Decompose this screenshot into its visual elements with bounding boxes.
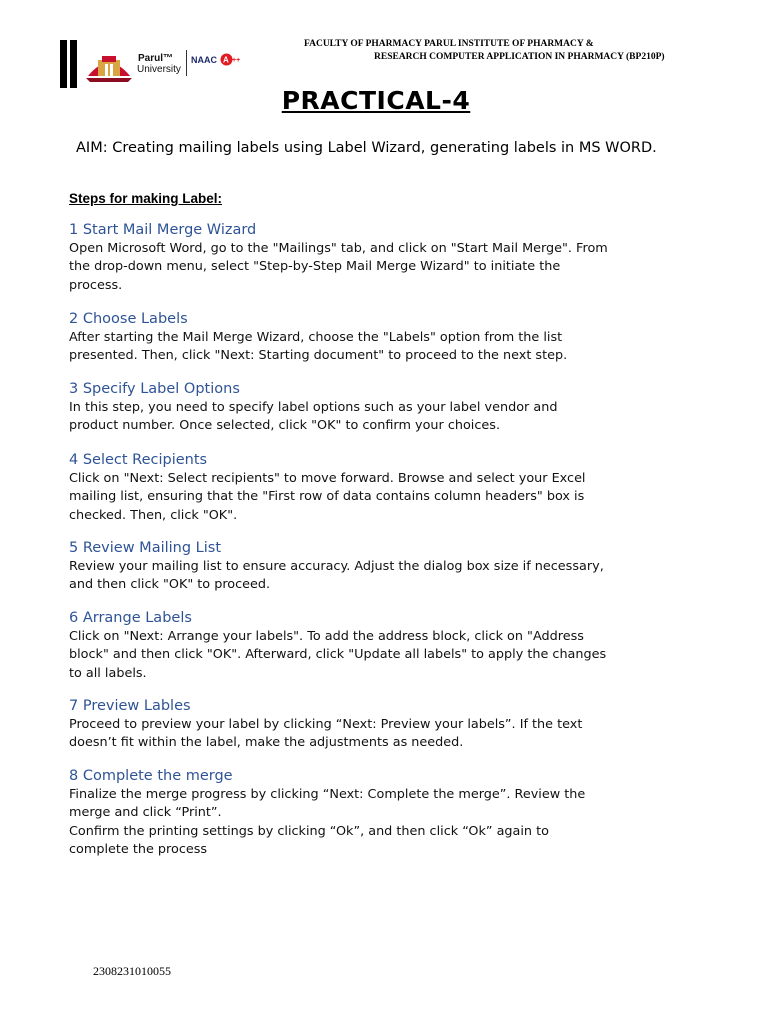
aim-statement: AIM: Creating mailing labels using Label Wizard, generating labels in MS WORD. (76, 140, 657, 156)
logo-bar (70, 40, 77, 88)
university-crest-icon (84, 46, 134, 82)
step-title: 7 Preview Lables (69, 698, 191, 714)
step-body: Open Microsoft Word, go to the "Mailings" tab, and click on "Start Mail Merge". From the drop-down menu, select "Step-by-Step Mail Merge Wizard" to initiate the process. (69, 241, 608, 293)
header-course-line: RESEARCH COMPUTER APPLICATION IN PHARMACY (BP210P) (374, 52, 665, 62)
step-title: 1 Start Mail Merge Wizard (69, 222, 257, 238)
step-body: Click on "Next: Arrange your labels". To add the address block, click on "Address block" and then click "OK". Afterward, click "Update all labels" to apply the changes to all labels. (69, 629, 607, 681)
logo-divider (186, 50, 187, 76)
step-title: 2 Choose Labels (69, 311, 188, 327)
step-4 (69, 451, 609, 525)
step-body-continued: Confirm the printing settings by clicking “Ok”, and then click “Ok” again to complete the process (69, 823, 549, 857)
step-title: 4 Select Recipients (69, 452, 208, 468)
step-8 (69, 767, 609, 859)
step-6 (69, 609, 609, 683)
logo-bar (60, 40, 67, 88)
step-body: After starting the Mail Merge Wizard, choose the "Labels" option from the list presented. Then, click "Next: Starting document" to proceed to the next step. (69, 330, 568, 364)
step-5 (69, 539, 609, 595)
naac-label: NAAC (191, 55, 217, 65)
header-faculty-line: FACULTY OF PHARMACY PARUL INSTITUTE OF PHARMACY & (304, 39, 594, 49)
step-7 (69, 697, 609, 753)
step-title: 5 Review Mailing List (69, 540, 222, 556)
step-body: Click on "Next: Select recipients" to move forward. Browse and select your Excel mailing list, ensuring that the "First row of data contains column headers" box is checked. Then, click "OK". (69, 471, 586, 523)
step-3 (69, 380, 609, 436)
step-2 (69, 310, 609, 366)
step-1 (69, 221, 609, 295)
enrollment-number: 2308231010055 (93, 964, 171, 978)
step-body: Review your mailing list to ensure accuracy. Adjust the dialog box size if necessary, and then click "OK" to proceed. (69, 559, 604, 593)
steps-heading: Steps for making Label: (69, 191, 223, 206)
naac-grade-badge-icon (220, 53, 241, 66)
page-title: PRACTICAL-4 (281, 86, 471, 115)
svg-text:A: A (223, 55, 229, 65)
step-title: 8 Complete the merge (69, 768, 233, 784)
step-body: Proceed to preview your label by clicking “Next: Preview your labels”. If the text doesn’t fit within the label, make the adjustments as needed. (69, 717, 583, 751)
step-body: Finalize the merge progress by clicking “Next: Complete the merge”. Review the merge and click “Print”. (69, 787, 586, 821)
university-name: Parul™ (138, 53, 174, 64)
institution-logo (58, 40, 243, 88)
step-title: 6 Arrange Labels (69, 610, 192, 626)
university-subtitle: University (137, 64, 181, 75)
step-body: In this step, you need to specify label options such as your label vendor and product number. Once selected, click "OK" to confirm your choices. (69, 400, 558, 434)
svg-text:++: ++ (232, 57, 241, 64)
step-title: 3 Specify Label Options (69, 381, 240, 397)
